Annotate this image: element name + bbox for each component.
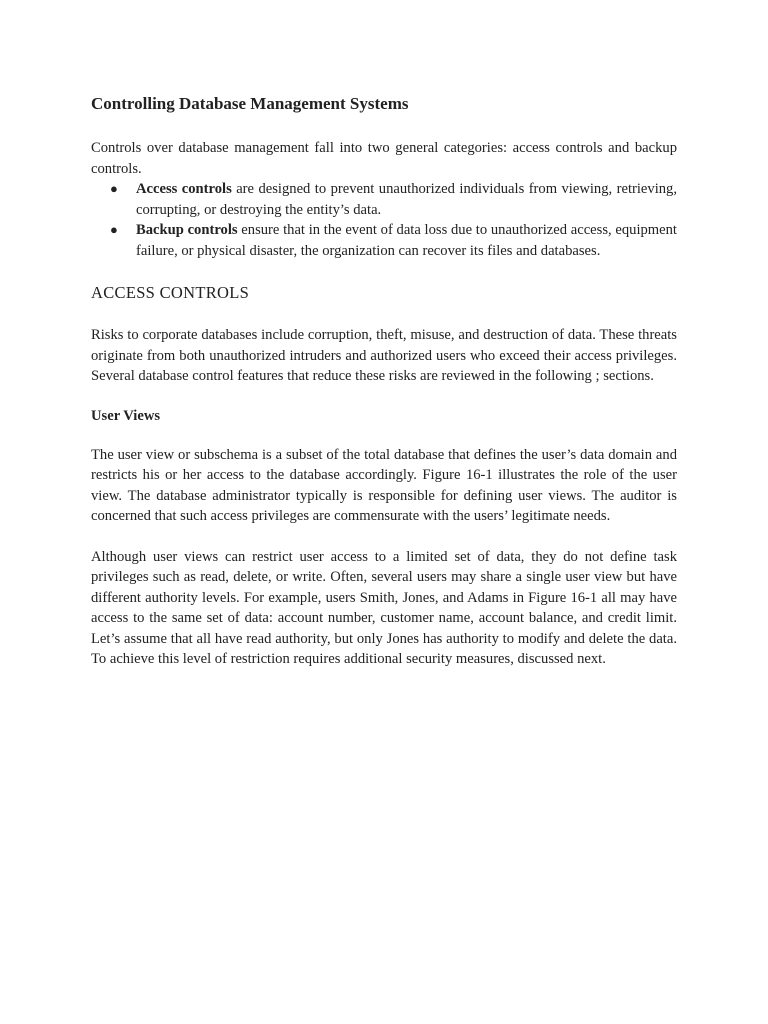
risks-paragraph: Risks to corporate databases include corruption, theft, misuse, and destruction of data. These threats originate from both unauthorized intruders and authorized users who exceed their access privileges. Several database control features that reduce these risks are reviewed in the following ; sections. — [91, 327, 677, 384]
bullet-text: are designed to prevent unauthorized individuals from viewing, retrieving, corrupting, or destroying the entity’s data. — [136, 181, 677, 218]
bullet-icon: ● — [110, 222, 118, 237]
user-views-paragraph-1: The user view or subschema is a subset of the total database that defines the user’s data domain and restricts his or her access to the database accordingly. Figure 16-1 illustrates the role of the user view. The database administrator typically is responsible for defining user views. The auditor is concerned that such access privileges are commensurate with the users’ legitimate needs. — [91, 446, 677, 524]
intro-paragraph: Controls over database management fall into two general categories: access controls and backup controls. — [91, 140, 677, 177]
document-title: Controlling Database Management Systems — [91, 94, 409, 113]
list-item — [91, 220, 677, 261]
document-page — [91, 93, 677, 670]
bullet-text: ensure that in the event of data loss due to unauthorized access, equipment failure, or physical disaster, the organization can recover its files and databases. — [136, 222, 677, 259]
bullet-icon: ● — [110, 181, 118, 196]
control-categories-list — [91, 179, 677, 261]
list-item — [91, 179, 677, 220]
sub-heading: User Views — [91, 407, 161, 424]
user-views-paragraph-2: Although user views can restrict user access to a limited set of data, they do not define task privileges such as read, delete, or write. Often, several users may share a single user view but have different authority levels. For example, users Smith, Jones, and Adams in Figure 16-1 all may have access to the same set of data: account number, customer name, account balance, and credit limit. Let’s assume that all have read authority, but only Jones has authority to modify and delete the data. To achieve this level of restriction requires additional security measures, discussed next. — [91, 548, 677, 667]
bullet-term: Backup controls — [136, 222, 238, 238]
section-heading: ACCESS CONTROLS — [91, 283, 250, 302]
bullet-term: Access controls — [136, 181, 232, 197]
